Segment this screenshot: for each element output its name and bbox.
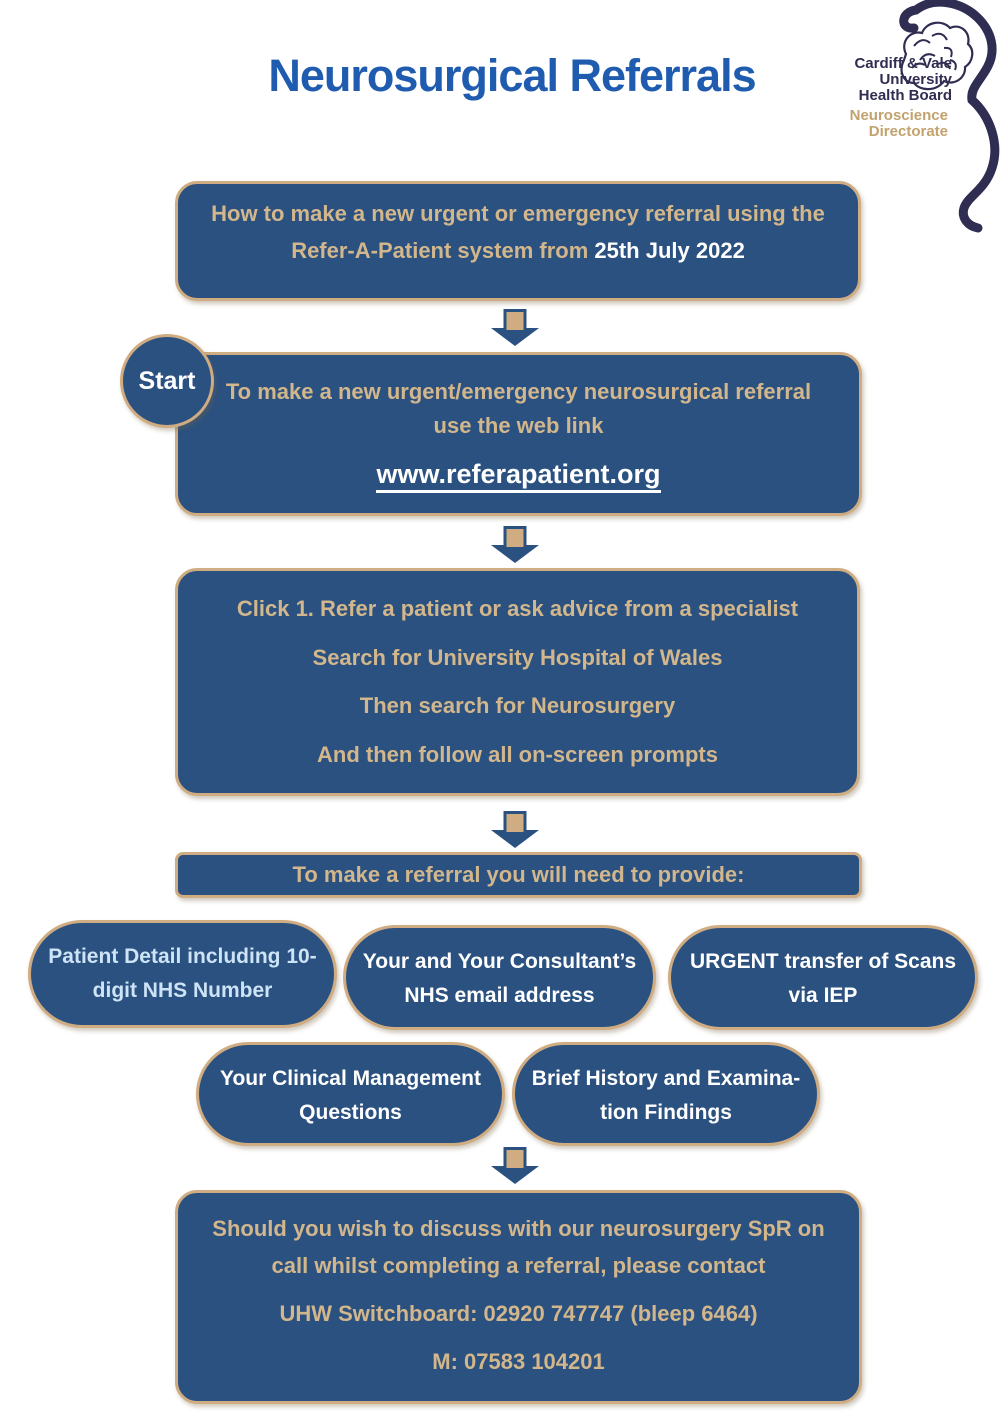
intro-line-1: How to make a new urgent or emergency referral using the [211,201,825,226]
health-board-logo [840,0,1000,250]
requirement-pill-history-findings: Brief History and Examina- tion Findings [512,1042,820,1146]
step-line: Then search for Neurosurgery [359,693,676,718]
logo-directorate-name: Neuroscience Directorate [849,107,948,140]
weblink-box [175,352,862,516]
start-node: Start [120,334,214,428]
provide-bar: To make a referral you will need to provide: [175,852,862,898]
contact-line-2: call whilst completing a referral, please contact [271,1253,766,1278]
requirement-pill-nhs-number: Patient Detail including 10- digit NHS Number [28,920,337,1028]
step-line: Search for University Hospital of Wales [312,644,723,670]
step-line: And then follow all on-screen prompts [317,741,718,767]
down-arrow-icon [486,526,544,564]
down-arrow-icon [486,309,544,347]
requirement-pill-scans-iep: URGENT transfer of Scans via IEP [668,925,978,1030]
requirement-pill-management-questions: Your Clinical Management Questions [196,1042,505,1146]
referapatient-link[interactable]: www.referapatient.org [376,459,660,493]
contact-line-1: Should you wish to discuss with our neurosurgery SpR on [212,1216,825,1241]
weblink-line-2: use the web link [433,413,604,438]
contact-box [175,1190,862,1404]
start-date: 25th July 2022 [594,238,745,263]
mobile-number: M: 07583 104201 [432,1349,605,1374]
logo-org-name: Cardiff & Vale University Health Board [854,55,952,104]
weblink-line-1: To make a new urgent/emergency neurosurgical referral [225,379,812,404]
page-title: Neurosurgical Referrals [268,50,756,101]
down-arrow-icon [486,1147,544,1185]
intro-box [175,181,861,301]
requirement-pill-email: Your and Your Consultant’s NHS email address [343,925,656,1030]
steps-box [175,568,860,796]
switchboard-number: UHW Switchboard: 02920 747747 (bleep 6464) [279,1301,758,1326]
step-line: Click 1. Refer a patient or ask advice from a specialist [236,596,799,621]
down-arrow-icon [486,811,544,849]
intro-line-2: Refer-A-Patient system from 25th July 2022 [291,238,745,263]
